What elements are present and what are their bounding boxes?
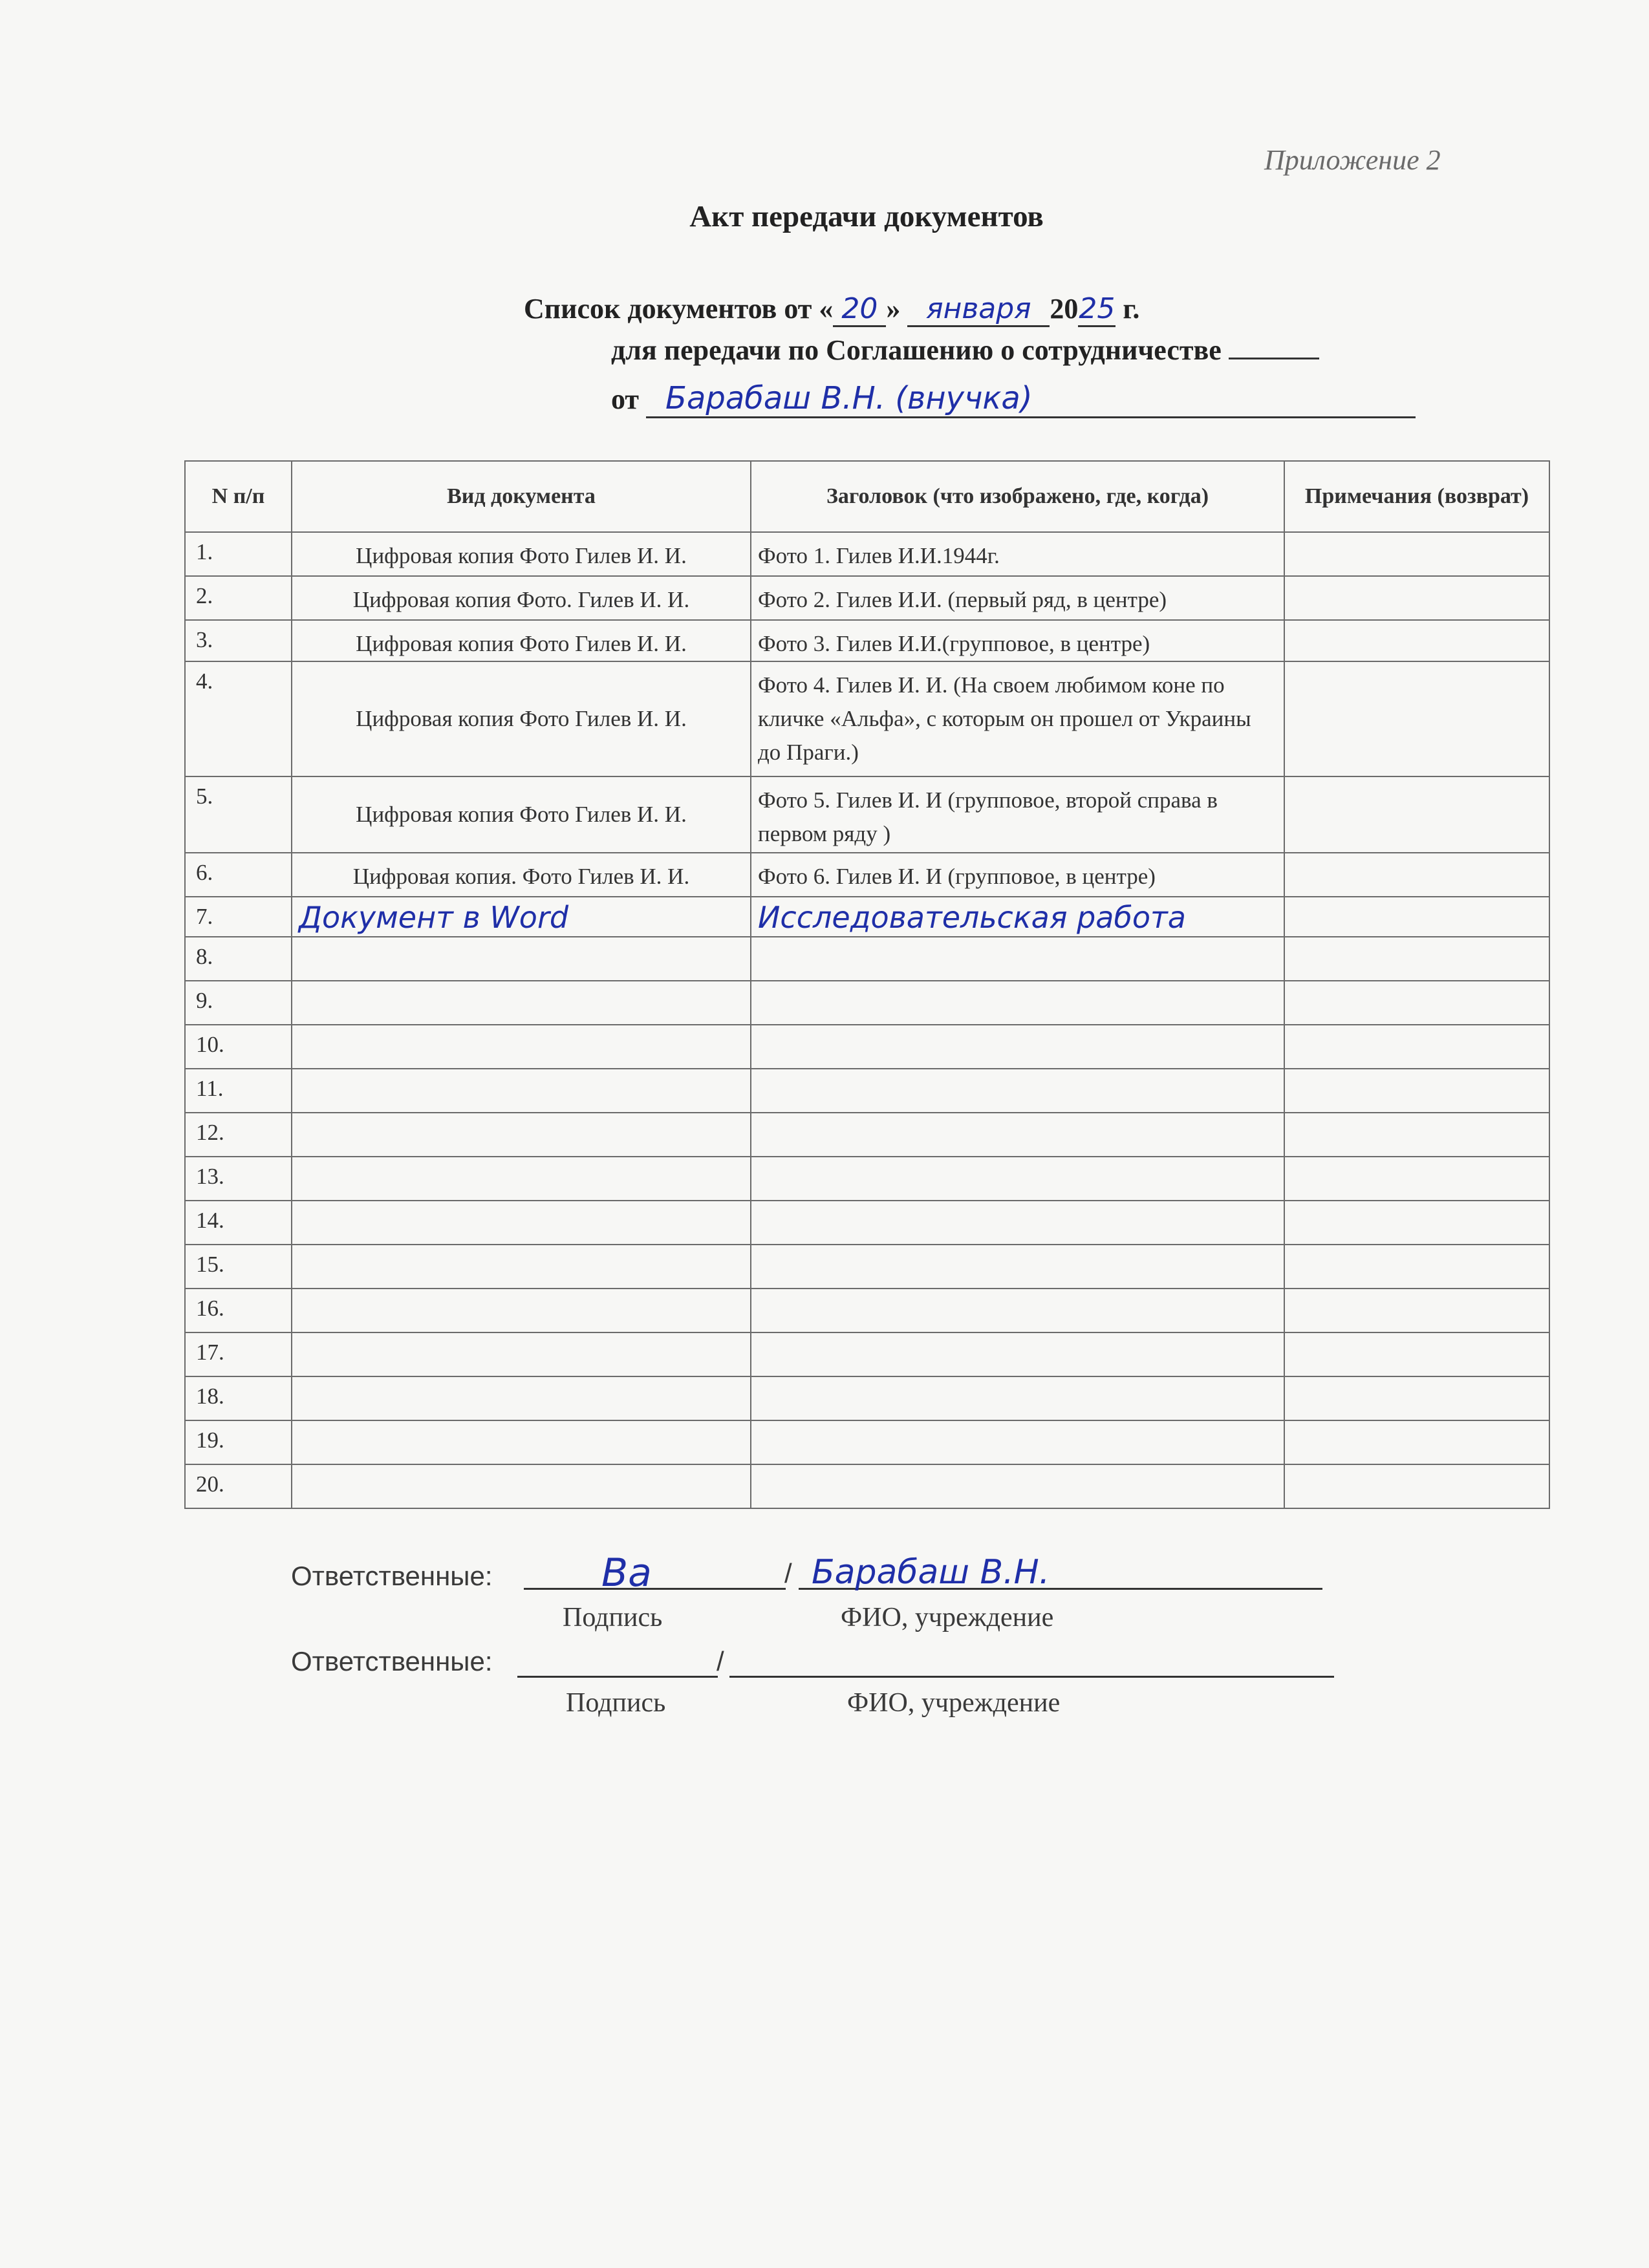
row-title (751, 1025, 1284, 1069)
from-label: от (611, 383, 640, 415)
list-prefix: Список документов от « (524, 293, 834, 325)
row-kind (292, 1113, 751, 1157)
row-num: 19. (185, 1420, 292, 1464)
appendix-label: Приложение 2 (1264, 144, 1441, 176)
row-num: 15. (185, 1245, 292, 1289)
table-row (185, 937, 1549, 981)
row-kind (292, 937, 751, 981)
name-field-2 (729, 1646, 1334, 1678)
slash-2: / (717, 1646, 724, 1676)
row-title (751, 1201, 1284, 1245)
date-day: 20 (833, 292, 886, 327)
row-title: Фото 3. Гилев И.И.(групповое, в центре) (751, 620, 1284, 661)
row-note (1284, 661, 1549, 776)
row-title (751, 1332, 1284, 1376)
table-row (185, 1289, 1549, 1332)
row-note (1284, 1464, 1549, 1508)
slash-1: / (784, 1558, 792, 1589)
name-field-1 (799, 1553, 1322, 1592)
table-row (185, 620, 1549, 661)
row-title (751, 1245, 1284, 1289)
row-title (751, 1113, 1284, 1157)
table-row (185, 1201, 1549, 1245)
row-kind: Цифровая копия. Фото Гилев И. И. (292, 853, 751, 897)
row-note (1284, 776, 1549, 853)
signature-caption-1: Подпись (563, 1603, 663, 1632)
row-kind (292, 1201, 751, 1245)
header-num: N п/п (185, 461, 292, 532)
table-row (185, 1113, 1549, 1157)
list-date-line (524, 292, 1139, 327)
name-caption-1: ФИО, учреждение (841, 1603, 1054, 1632)
row-title (751, 1069, 1284, 1113)
header-kind: Вид документа (292, 461, 751, 532)
row-title: Фото 6. Гилев И. И (групповое, в центре) (751, 853, 1284, 897)
row-title: Исследовательская работа (751, 897, 1284, 937)
row-note (1284, 1289, 1549, 1332)
row-title (751, 1289, 1284, 1332)
quote-close: » (886, 293, 901, 325)
row-num: 7. (185, 897, 292, 937)
row-note (1284, 853, 1549, 897)
row-kind (292, 981, 751, 1025)
signature-field-1 (524, 1550, 786, 1596)
table-row (185, 1069, 1549, 1113)
signature-field-2 (517, 1646, 718, 1678)
header-title: Заголовок (что изображено, где, когда) (751, 461, 1284, 532)
row-title (751, 1464, 1284, 1508)
row-num: 16. (185, 1289, 292, 1332)
year-end: г. (1116, 293, 1140, 325)
row-title: Фото 1. Гилев И.И.1944г. (751, 532, 1284, 576)
row-num: 9. (185, 981, 292, 1025)
row-title (751, 1157, 1284, 1201)
table-row (185, 1245, 1549, 1289)
row-kind: Цифровая копия Фото Гилев И. И. (292, 776, 751, 853)
signature-caption-2: Подпись (566, 1688, 666, 1718)
row-num: 1. (185, 532, 292, 576)
row-num: 12. (185, 1113, 292, 1157)
documents-table (184, 460, 1550, 1509)
row-kind (292, 1464, 751, 1508)
row-title (751, 1376, 1284, 1420)
responsible-label-1: Ответственные: (291, 1561, 493, 1591)
row-note (1284, 1025, 1549, 1069)
row-kind (292, 1157, 751, 1201)
table-row (185, 1157, 1549, 1201)
row-note (1284, 937, 1549, 981)
row-note (1284, 532, 1549, 576)
row-title: Фото 4. Гилев И. И. (На своем любимом коне по кличке «Альфа», с которым он прошел от Украины до Праги.) (751, 661, 1284, 776)
row-note (1284, 620, 1549, 661)
row-num: 3. (185, 620, 292, 661)
row-note (1284, 1069, 1549, 1113)
from-value: Барабаш В.Н. (внучка) (646, 380, 1416, 418)
row-title (751, 981, 1284, 1025)
date-month: января (907, 292, 1050, 327)
row-num: 4. (185, 661, 292, 776)
row-note (1284, 1376, 1549, 1420)
row-num: 5. (185, 776, 292, 853)
header-note: Примечания (возврат) (1284, 461, 1549, 532)
table-row (185, 532, 1549, 576)
agreement-text: для передачи по Соглашению о сотрудничестве (611, 334, 1222, 366)
row-kind: Документ в Word (292, 897, 751, 937)
from-line (611, 380, 1416, 418)
table-row (185, 897, 1549, 937)
row-note (1284, 981, 1549, 1025)
table-row (185, 1332, 1549, 1376)
row-kind (292, 1025, 751, 1069)
row-num: 14. (185, 1201, 292, 1245)
row-num: 8. (185, 937, 292, 981)
table-row (185, 981, 1549, 1025)
year-suffix: 25 (1078, 292, 1116, 327)
row-kind: Цифровая копия Фото Гилев И. И. (292, 532, 751, 576)
row-num: 2. (185, 576, 292, 620)
row-kind (292, 1069, 751, 1113)
row-note (1284, 1332, 1549, 1376)
row-kind (292, 1420, 751, 1464)
table-row (185, 1464, 1549, 1508)
table-header-row (185, 461, 1549, 532)
row-note (1284, 897, 1549, 937)
row-title: Фото 2. Гилев И.И. (первый ряд, в центре) (751, 576, 1284, 620)
table-row (185, 1420, 1549, 1464)
row-num: 13. (185, 1157, 292, 1201)
document-title: Акт передачи документов (689, 200, 1044, 233)
row-kind (292, 1289, 751, 1332)
row-kind (292, 1376, 751, 1420)
row-kind: Цифровая копия Фото Гилев И. И. (292, 620, 751, 661)
table-row (185, 1025, 1549, 1069)
row-note (1284, 1157, 1549, 1201)
table-row (185, 853, 1549, 897)
agreement-blank (1229, 358, 1319, 359)
row-num: 18. (185, 1376, 292, 1420)
row-note (1284, 1245, 1549, 1289)
row-title (751, 1420, 1284, 1464)
table-row (185, 661, 1549, 776)
agreement-line (611, 334, 1319, 367)
row-note (1284, 1420, 1549, 1464)
row-kind (292, 1245, 751, 1289)
name-value-1: Барабаш В.Н. (812, 1553, 1050, 1592)
name-caption-2: ФИО, учреждение (847, 1688, 1061, 1718)
row-note (1284, 576, 1549, 620)
table-row (185, 776, 1549, 853)
row-num: 17. (185, 1332, 292, 1376)
table-row (185, 1376, 1549, 1420)
handwritten-signature: Ва (601, 1550, 652, 1596)
row-num: 20. (185, 1464, 292, 1508)
year-prefix: 20 (1050, 293, 1079, 325)
table-row (185, 576, 1549, 620)
row-note (1284, 1201, 1549, 1245)
row-kind: Цифровая копия Фото. Гилев И. И. (292, 576, 751, 620)
row-num: 11. (185, 1069, 292, 1113)
row-title (751, 937, 1284, 981)
row-num: 6. (185, 853, 292, 897)
row-title: Фото 5. Гилев И. И (групповое, второй справа в первом ряду ) (751, 776, 1284, 853)
row-kind: Цифровая копия Фото Гилев И. И. (292, 661, 751, 776)
row-note (1284, 1113, 1549, 1157)
row-num: 10. (185, 1025, 292, 1069)
row-kind (292, 1332, 751, 1376)
responsible-label-2: Ответственные: (291, 1646, 493, 1676)
